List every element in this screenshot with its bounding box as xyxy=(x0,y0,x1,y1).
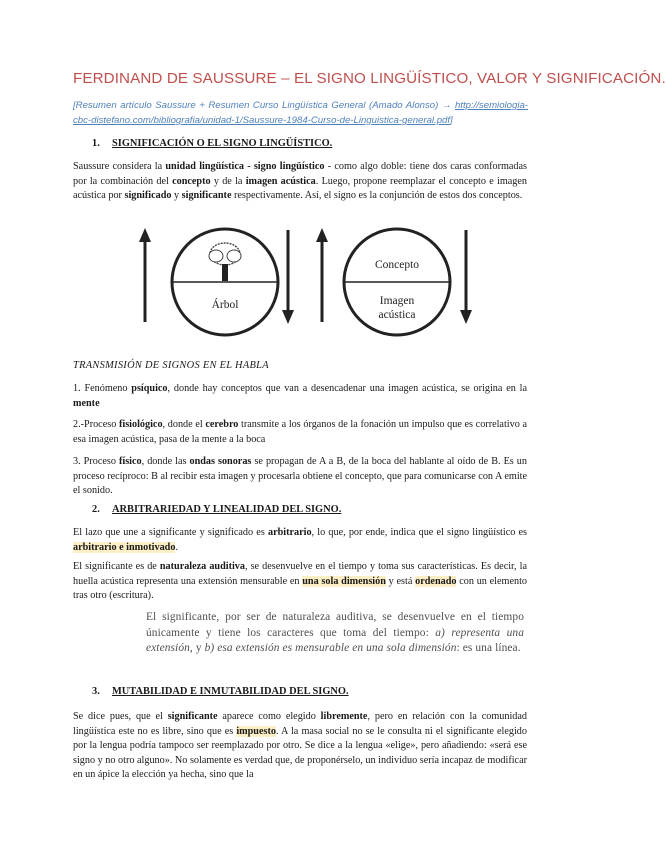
arrow-down-icon xyxy=(460,230,472,324)
section-number: 3. xyxy=(92,686,100,697)
arrow-down-icon xyxy=(282,230,294,324)
arrow-up-icon xyxy=(316,228,328,322)
section-title: ARBITRARIEDAD Y LINEALIDAD DEL SIGNO. xyxy=(112,504,342,515)
label-imagen: Imagen xyxy=(379,295,415,307)
source-prefix: [Resumen artículo Saussure + Resumen Curso Lingüística General (Amado Alonso) → xyxy=(73,100,452,111)
arrow-up-icon xyxy=(139,228,151,322)
paragraph-signo: Saussure considera la unidad lingüística - signo lingüístico - como algo doble: tiene dos caras conformadas por la combinación del concepto y de la imagen acústica. Luego, propone reemplazar el concepto e imagen acústica por significado y significante respectivamente. Así, el signo es la conjunción de estos dos conceptos. xyxy=(73,161,528,201)
signo-diagram xyxy=(110,222,490,334)
circle-concepto xyxy=(344,229,450,335)
section-heading-3 xyxy=(92,686,349,697)
section-heading-2 xyxy=(92,504,341,515)
paragraph-mutabilidad: Se dice pues, que el significante aparece como elegido libremente, pero en relación con la comunidad lingüística este no es libre, sino que es impuesto. A la masa social no se le consulta ni el significante elegido por la lengua podría tampoco ser reemplazado por otro. Se dice a la lengua «elige», pero añadiendo: «será ese signo y no otro alguno». No solamente es verdad que, de proponérselo, un individuo sería incapaz de modificar en un ápice la elección ya hecha, sino que la xyxy=(73,711,527,780)
list-item-fisiologico: 2.-Proceso fisiológico, donde el cerebro transmite a los órganos de la fonación un impulso que es correlativo a esa imagen acústica, pasa de la mente a la boca xyxy=(73,419,528,445)
paragraph-linealidad: El significante es de naturaleza auditiva, se desenvuelve en el tiempo y toma sus características. Es decir, la huella acústica representa una extensión mensurable en una sola dimensión y está ordenado con un elemento tras otro (escritura). xyxy=(73,561,527,601)
list-item-psiquico: 1. Fenómeno psíquico, donde hay conceptos que van a desencadenar una imagen acústica, se origina en la mente xyxy=(73,383,527,409)
circle-arbol xyxy=(172,229,278,335)
label-concepto: Concepto xyxy=(374,259,420,271)
quote-block: El significante, por ser de naturaleza auditiva, se desenvuelve en el tiempo únicamente y tiene los caracteres que toma del tiempo: a) representa una extensión, y b) esa extensión es mensurable en una sola dimensión: es una línea. xyxy=(146,611,524,654)
label-arbol: Árbol xyxy=(211,299,239,311)
transmision-heading: TRANSMISIÓN DE SIGNOS EN EL HABLA xyxy=(73,360,269,371)
section-title: MUTABILIDAD E INMUTABILIDAD DEL SIGNO. xyxy=(112,686,349,697)
list-item-fisico: 3. Proceso físico, donde las ondas sonoras se propagan de A a B, de la boca del hablante al oído de B. Es un proceso recíproco: B al recibir esta imagen y procesarla obtiene el concepto, que para comunicarse con A emite el sonido. xyxy=(73,456,527,496)
paragraph-arbitrariedad: El lazo que une a significante y significado es arbitrario, lo que, por ende, indica que el signo lingüístico es arbitrario e inmotivado. xyxy=(73,527,527,553)
page-title: FERDINAND DE SAUSSURE – EL SIGNO LINGÜÍSTICO, VALOR Y SIGNIFICACIÓN. xyxy=(73,70,666,87)
source-link[interactable]: http://semiologia-cbc-distefano.com/bibliografia/unidad-1/Saussure-1984-Curso-de-Linguistica-general.pdf xyxy=(73,100,528,126)
section-number: 2. xyxy=(92,504,100,515)
tree-icon xyxy=(209,243,241,281)
section-title: SIGNIFICACIÓN O EL SIGNO LINGÜÍSTICO. xyxy=(112,138,333,149)
source-reference xyxy=(73,98,528,128)
section-heading-1 xyxy=(92,138,332,149)
section-number: 1. xyxy=(92,138,100,149)
label-acustica: acústica xyxy=(378,309,416,321)
source-suffix: ] xyxy=(450,115,453,126)
